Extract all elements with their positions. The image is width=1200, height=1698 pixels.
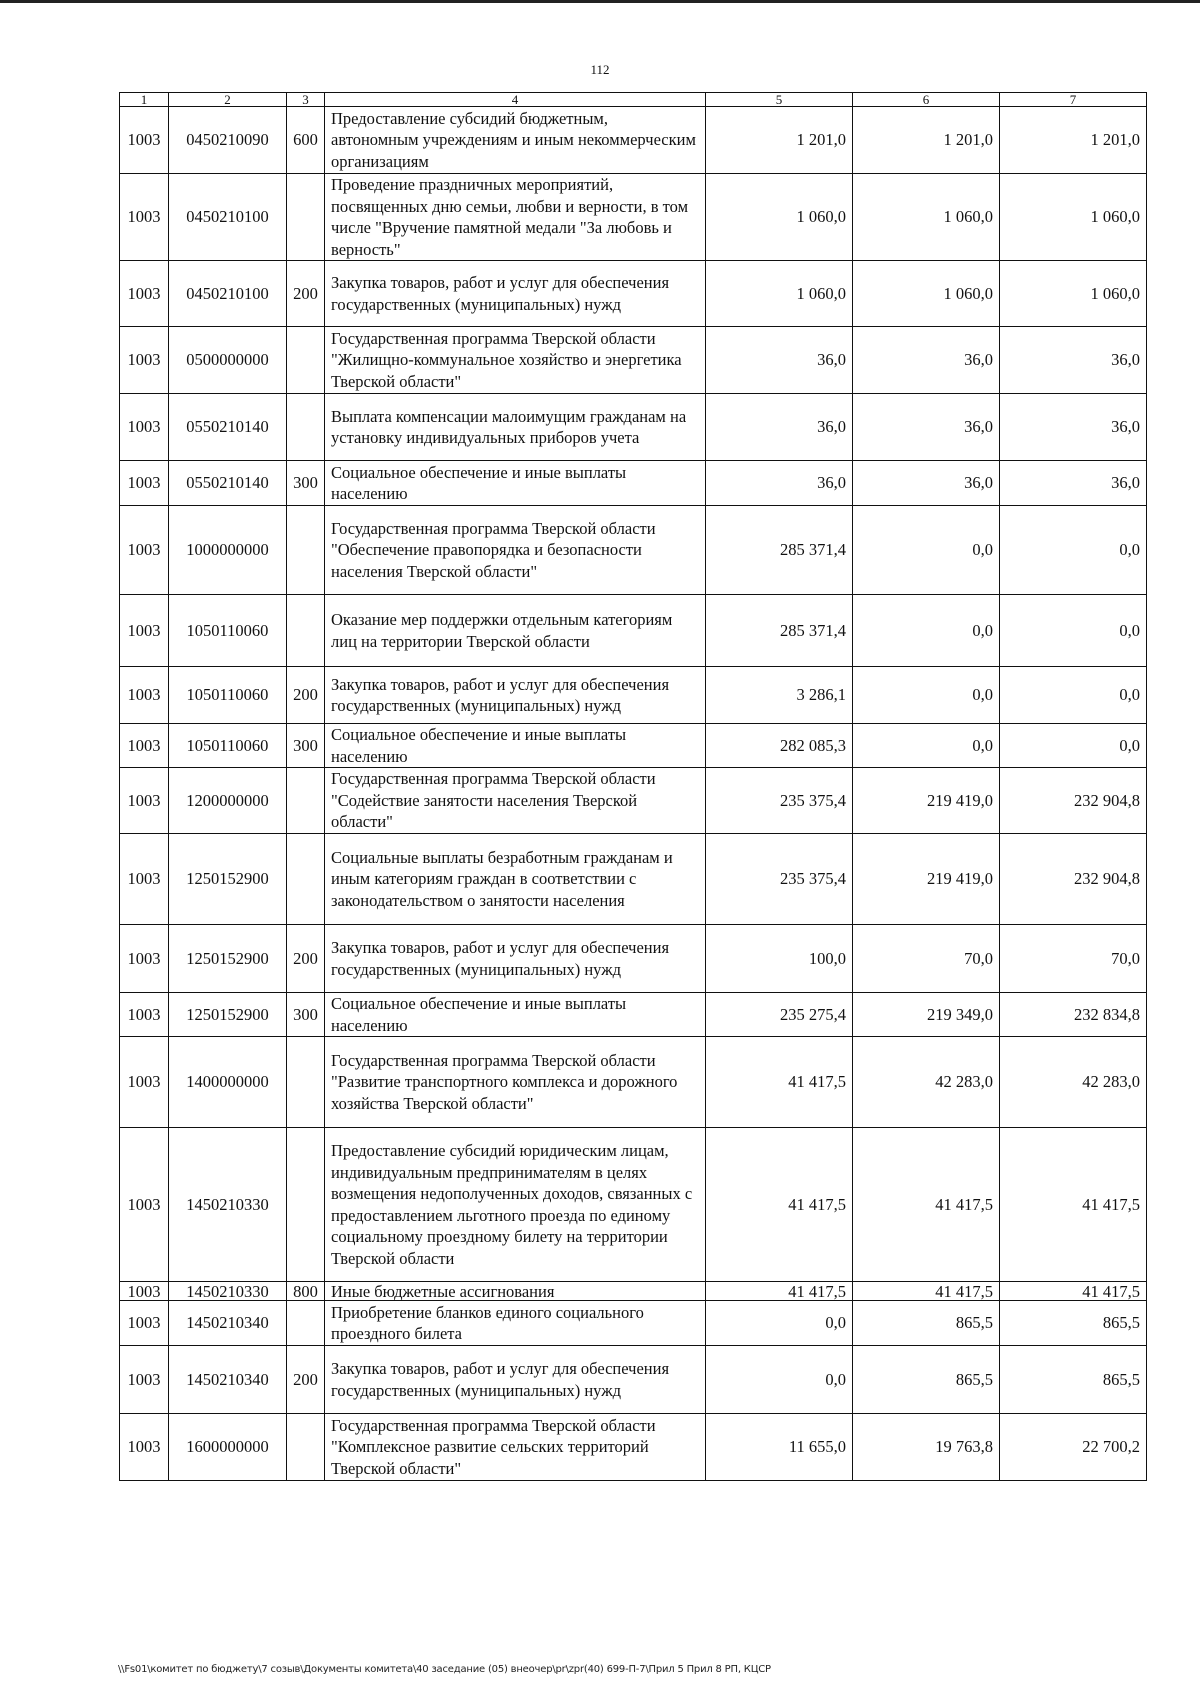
amount-col-5: 235 375,4 (706, 834, 853, 925)
section-code: 1003 (120, 174, 169, 261)
table-row (120, 174, 1147, 261)
item-name: Государственная программа Тверской области "Содействие занятости населения Тверской области" (325, 768, 706, 834)
item-name: Закупка товаров, работ и услуг для обеспечения государственных (муниципальных) нужд (325, 925, 706, 993)
section-code: 1003 (120, 394, 169, 461)
table-row (120, 1414, 1147, 1481)
item-name: Социальное обеспечение и иные выплаты населению (325, 461, 706, 506)
amount-col-6: 41 417,5 (853, 1128, 1000, 1282)
target-article-code: 1400000000 (169, 1037, 287, 1128)
amount-col-5: 0,0 (706, 1346, 853, 1414)
table-row (120, 834, 1147, 925)
amount-col-7: 865,5 (1000, 1346, 1147, 1414)
top-border-line (0, 0, 1200, 3)
amount-col-5: 282 085,3 (706, 724, 853, 768)
amount-col-5: 3 286,1 (706, 667, 853, 724)
section-code: 1003 (120, 107, 169, 174)
expense-type-code: 200 (287, 667, 325, 724)
section-code: 1003 (120, 1128, 169, 1282)
table-row (120, 1346, 1147, 1414)
section-code: 1003 (120, 1414, 169, 1481)
table-row (120, 1301, 1147, 1346)
amount-col-5: 36,0 (706, 327, 853, 394)
target-article-code: 1450210340 (169, 1346, 287, 1414)
column-header: 6 (853, 93, 1000, 107)
amount-col-7: 0,0 (1000, 506, 1147, 595)
column-header: 7 (1000, 93, 1147, 107)
amount-col-5: 1 201,0 (706, 107, 853, 174)
target-article-code: 1050110060 (169, 595, 287, 667)
table-row (120, 595, 1147, 667)
amount-col-6: 36,0 (853, 461, 1000, 506)
table-header-row (120, 93, 1147, 107)
amount-col-7: 1 060,0 (1000, 261, 1147, 327)
file-path-footer: \\Fs01\комитет по бюджету\7 созыв\Документы комитета\40 заседание (05) внеочер\pr\zpr(40) 699-П-7\Прил 5 Прил 8 РП, КЦСР (118, 1664, 771, 1675)
target-article-code: 1050110060 (169, 724, 287, 768)
amount-col-7: 42 283,0 (1000, 1037, 1147, 1128)
column-header: 1 (120, 93, 169, 107)
target-article-code: 1250152900 (169, 834, 287, 925)
amount-col-7: 36,0 (1000, 461, 1147, 506)
amount-col-6: 219 349,0 (853, 993, 1000, 1037)
section-code: 1003 (120, 993, 169, 1037)
amount-col-7: 1 060,0 (1000, 174, 1147, 261)
target-article-code: 1450210340 (169, 1301, 287, 1346)
item-name: Социальное обеспечение и иные выплаты населению (325, 724, 706, 768)
table-row (120, 724, 1147, 768)
expense-type-code (287, 174, 325, 261)
expense-type-code: 200 (287, 1346, 325, 1414)
item-name: Выплата компенсации малоимущим гражданам на установку индивидуальных приборов учета (325, 394, 706, 461)
amount-col-5: 36,0 (706, 394, 853, 461)
section-code: 1003 (120, 834, 169, 925)
expense-type-code: 200 (287, 925, 325, 993)
amount-col-6: 41 417,5 (853, 1282, 1000, 1301)
expense-type-code (287, 768, 325, 834)
item-name: Проведение праздничных мероприятий, посвященных дню семьи, любви и верности, в том числе "Вручение памятной медали "За любовь и верность" (325, 174, 706, 261)
target-article-code: 1200000000 (169, 768, 287, 834)
amount-col-7: 0,0 (1000, 724, 1147, 768)
item-name: Государственная программа Тверской области "Обеспечение правопорядка и безопасности населения Тверской области" (325, 506, 706, 595)
amount-col-7: 232 834,8 (1000, 993, 1147, 1037)
section-code: 1003 (120, 327, 169, 394)
item-name: Иные бюджетные ассигнования (325, 1282, 706, 1301)
expense-type-code (287, 595, 325, 667)
section-code: 1003 (120, 1346, 169, 1414)
item-name: Социальное обеспечение и иные выплаты населению (325, 993, 706, 1037)
section-code: 1003 (120, 261, 169, 327)
expense-type-code (287, 394, 325, 461)
amount-col-6: 1 060,0 (853, 261, 1000, 327)
expense-type-code (287, 834, 325, 925)
target-article-code: 0450210090 (169, 107, 287, 174)
amount-col-7: 41 417,5 (1000, 1282, 1147, 1301)
target-article-code: 0450210100 (169, 261, 287, 327)
amount-col-5: 41 417,5 (706, 1037, 853, 1128)
section-code: 1003 (120, 506, 169, 595)
section-code: 1003 (120, 1301, 169, 1346)
section-code: 1003 (120, 667, 169, 724)
amount-col-7: 0,0 (1000, 595, 1147, 667)
amount-col-6: 42 283,0 (853, 1037, 1000, 1128)
item-name: Приобретение бланков единого социального проездного билета (325, 1301, 706, 1346)
amount-col-7: 1 201,0 (1000, 107, 1147, 174)
amount-col-6: 19 763,8 (853, 1414, 1000, 1481)
target-article-code: 0550210140 (169, 461, 287, 506)
expense-type-code (287, 1301, 325, 1346)
section-code: 1003 (120, 768, 169, 834)
amount-col-6: 0,0 (853, 667, 1000, 724)
amount-col-5: 0,0 (706, 1301, 853, 1346)
amount-col-6: 219 419,0 (853, 768, 1000, 834)
expense-type-code: 200 (287, 261, 325, 327)
amount-col-6: 1 060,0 (853, 174, 1000, 261)
column-header: 5 (706, 93, 853, 107)
item-name: Предоставление субсидий бюджетным, автономным учреждениям и иным некоммерческим организациям (325, 107, 706, 174)
amount-col-6: 865,5 (853, 1301, 1000, 1346)
amount-col-7: 232 904,8 (1000, 768, 1147, 834)
budget-table (119, 92, 1147, 1481)
column-header: 3 (287, 93, 325, 107)
item-name: Государственная программа Тверской области "Развитие транспортного комплекса и дорожного хозяйства Тверской области" (325, 1037, 706, 1128)
amount-col-5: 41 417,5 (706, 1282, 853, 1301)
item-name: Закупка товаров, работ и услуг для обеспечения государственных (муниципальных) нужд (325, 667, 706, 724)
section-code: 1003 (120, 1282, 169, 1301)
item-name: Закупка товаров, работ и услуг для обеспечения государственных (муниципальных) нужд (325, 1346, 706, 1414)
amount-col-7: 36,0 (1000, 327, 1147, 394)
table-row (120, 107, 1147, 174)
target-article-code: 1450210330 (169, 1282, 287, 1301)
target-article-code: 0450210100 (169, 174, 287, 261)
item-name: Закупка товаров, работ и услуг для обеспечения государственных (муниципальных) нужд (325, 261, 706, 327)
amount-col-5: 1 060,0 (706, 174, 853, 261)
amount-col-5: 41 417,5 (706, 1128, 853, 1282)
expense-type-code (287, 327, 325, 394)
amount-col-7: 41 417,5 (1000, 1128, 1147, 1282)
section-code: 1003 (120, 724, 169, 768)
amount-col-5: 285 371,4 (706, 506, 853, 595)
expense-type-code: 600 (287, 107, 325, 174)
target-article-code: 1600000000 (169, 1414, 287, 1481)
amount-col-7: 70,0 (1000, 925, 1147, 993)
table-row (120, 394, 1147, 461)
table-row (120, 1282, 1147, 1301)
amount-col-7: 36,0 (1000, 394, 1147, 461)
item-name: Государственная программа Тверской области "Жилищно-коммунальное хозяйство и энергетика Тверской области" (325, 327, 706, 394)
target-article-code: 1000000000 (169, 506, 287, 595)
expense-type-code (287, 1414, 325, 1481)
expense-type-code: 800 (287, 1282, 325, 1301)
expense-type-code: 300 (287, 461, 325, 506)
target-article-code: 1250152900 (169, 993, 287, 1037)
target-article-code: 0550210140 (169, 394, 287, 461)
amount-col-7: 22 700,2 (1000, 1414, 1147, 1481)
section-code: 1003 (120, 461, 169, 506)
expense-type-code (287, 506, 325, 595)
amount-col-5: 11 655,0 (706, 1414, 853, 1481)
amount-col-7: 232 904,8 (1000, 834, 1147, 925)
amount-col-6: 865,5 (853, 1346, 1000, 1414)
table-row (120, 327, 1147, 394)
target-article-code: 0500000000 (169, 327, 287, 394)
amount-col-6: 219 419,0 (853, 834, 1000, 925)
amount-col-6: 0,0 (853, 506, 1000, 595)
page-number: 112 (590, 62, 610, 77)
amount-col-6: 0,0 (853, 595, 1000, 667)
amount-col-5: 235 375,4 (706, 768, 853, 834)
amount-col-5: 1 060,0 (706, 261, 853, 327)
amount-col-5: 285 371,4 (706, 595, 853, 667)
table-row (120, 1037, 1147, 1128)
target-article-code: 1250152900 (169, 925, 287, 993)
table-row (120, 925, 1147, 993)
section-code: 1003 (120, 595, 169, 667)
amount-col-6: 0,0 (853, 724, 1000, 768)
amount-col-5: 36,0 (706, 461, 853, 506)
item-name: Предоставление субсидий юридическим лицам, индивидуальным предпринимателям в целях возмещения недополученных доходов, связанных с предоставлением льготного проезда по единому социальному проездному билету на территории Тверской области (325, 1128, 706, 1282)
amount-col-6: 70,0 (853, 925, 1000, 993)
item-name: Оказание мер поддержки отдельным категориям лиц на территории Тверской области (325, 595, 706, 667)
target-article-code: 1050110060 (169, 667, 287, 724)
expense-type-code: 300 (287, 724, 325, 768)
item-name: Социальные выплаты безработным гражданам и иным категориям граждан в соответствии с законодательством о занятости населения (325, 834, 706, 925)
section-code: 1003 (120, 1037, 169, 1128)
section-code: 1003 (120, 925, 169, 993)
table-row (120, 461, 1147, 506)
table-row (120, 506, 1147, 595)
expense-type-code: 300 (287, 993, 325, 1037)
amount-col-6: 36,0 (853, 327, 1000, 394)
expense-type-code (287, 1128, 325, 1282)
amount-col-5: 235 275,4 (706, 993, 853, 1037)
amount-col-6: 1 201,0 (853, 107, 1000, 174)
expense-type-code (287, 1037, 325, 1128)
table-row (120, 1128, 1147, 1282)
column-header: 4 (325, 93, 706, 107)
amount-col-7: 0,0 (1000, 667, 1147, 724)
item-name: Государственная программа Тверской области "Комплексное развитие сельских территорий Тверской области" (325, 1414, 706, 1481)
amount-col-7: 865,5 (1000, 1301, 1147, 1346)
amount-col-5: 100,0 (706, 925, 853, 993)
table-row (120, 667, 1147, 724)
table-row (120, 993, 1147, 1037)
column-header: 2 (169, 93, 287, 107)
amount-col-6: 36,0 (853, 394, 1000, 461)
table-row (120, 768, 1147, 834)
table-row (120, 261, 1147, 327)
target-article-code: 1450210330 (169, 1128, 287, 1282)
